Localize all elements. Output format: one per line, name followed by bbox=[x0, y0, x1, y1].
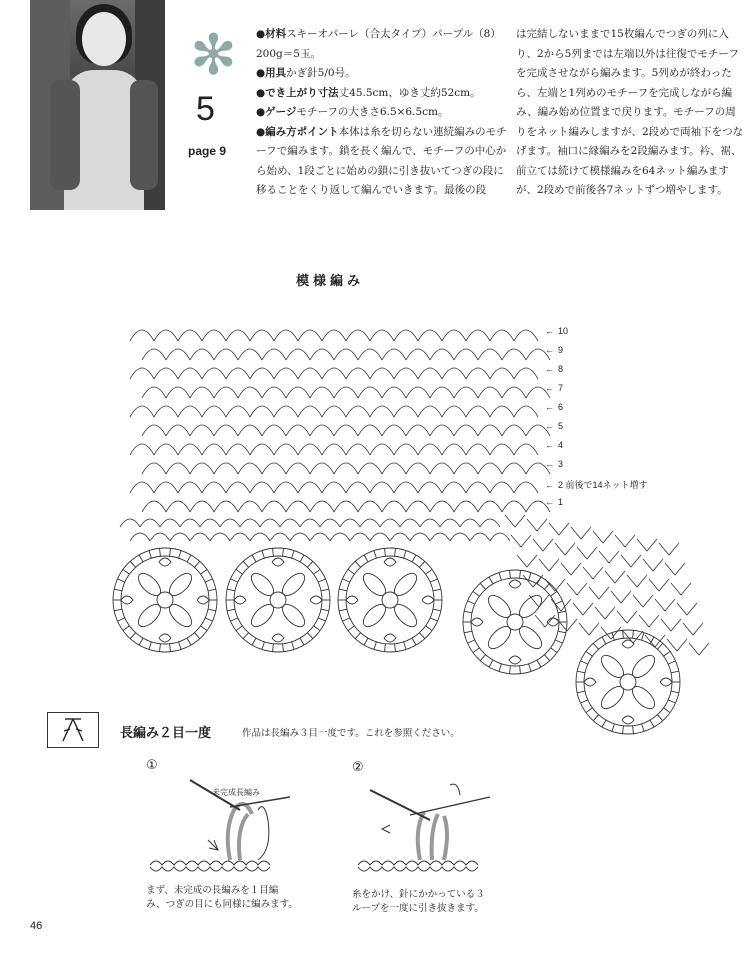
step-2-illustration bbox=[350, 775, 510, 880]
row-label-5: ← 5 bbox=[545, 421, 564, 431]
model-photo bbox=[30, 0, 165, 210]
step-2-number: ② bbox=[352, 760, 364, 775]
page-reference: page 9 bbox=[188, 144, 227, 158]
step-2-caption: 糸をかけ、針にかかっている３ ループを一度に引き抜きます。 bbox=[352, 889, 485, 914]
row-label-2: ← 2 前後で14ネット増す bbox=[545, 480, 648, 490]
crochet-chart bbox=[0, 300, 750, 760]
chart-title: 模様編み bbox=[296, 274, 365, 289]
instructions-column-2: は完結しないままで15枚編んでつぎの列に入り、2から5列までは左端以外は往復でモチーフを完成させながら編みます。5列めが終わったら、左端と1列めのモチーフを完成しながら編み、編み始め位置まで戻ります。モチーフの周りをネット編みしますが、2段めで両袖下をつなげます。袖口に縁編みを2段編みます。衿、裾、前立ては続けて模様編みを64ネット編みますが、2段めで前後各7ネットずつ増やします。 bbox=[516, 28, 744, 196]
gauge-line: ●ゲージモチーフの大きさ6.5×6.5cm。 bbox=[256, 106, 449, 118]
pattern-number: 5 bbox=[196, 90, 215, 128]
page-number: 46 bbox=[30, 920, 43, 932]
row-label-4: ← 4 bbox=[545, 440, 564, 450]
row-label-6: ← 6 bbox=[545, 402, 564, 412]
dc2tog-symbol-icon bbox=[48, 713, 98, 747]
row-label-7: ← 7 bbox=[545, 383, 564, 393]
row-label-9: ← 9 bbox=[545, 345, 564, 355]
row-label-8: ← 8 bbox=[545, 364, 564, 374]
row-label-3: ← 3 bbox=[545, 459, 564, 469]
symbol-title: 長編み２目一度 bbox=[120, 726, 212, 741]
tools-line: ●用具かぎ針5/0号。 bbox=[256, 67, 356, 79]
step-1-label: 未完成長編み bbox=[212, 788, 260, 797]
symbol-note: 作品は長編み３目一度です。これを参照ください。 bbox=[242, 728, 460, 739]
row-label-10: ← 10 bbox=[545, 326, 569, 336]
dc2tog-symbol bbox=[47, 712, 99, 748]
step-1-illustration bbox=[140, 775, 300, 880]
row-label-1: ← 1 bbox=[545, 497, 564, 507]
step-1-number: ① bbox=[146, 758, 158, 773]
method-line: ●編み方ポイント本体は糸を切らない連続編みのモチーフで編みます。鎖を長く編んで、モチーフの中心から始め、1段ごとに始めの鎖に引き抜いてつぎの段に移ることをくり返して編んでいきます。最後の段 bbox=[256, 125, 507, 196]
asterisk-icon: ✻ bbox=[190, 23, 237, 88]
instructions-column-1 bbox=[256, 25, 508, 201]
size-line: ●でき上がり寸法丈45.5cm、ゆき丈約52cm。 bbox=[256, 86, 481, 99]
materials-line: ●材料スキーオパーレ（合太タイプ）パープル（8）200g＝5玉。 bbox=[256, 28, 501, 60]
step-1-caption: まず、未完成の長編みを１目編 み、つぎの目にも同様に編みます。 bbox=[146, 885, 298, 910]
row-2-note: 前後で14ネット増す bbox=[563, 480, 648, 490]
